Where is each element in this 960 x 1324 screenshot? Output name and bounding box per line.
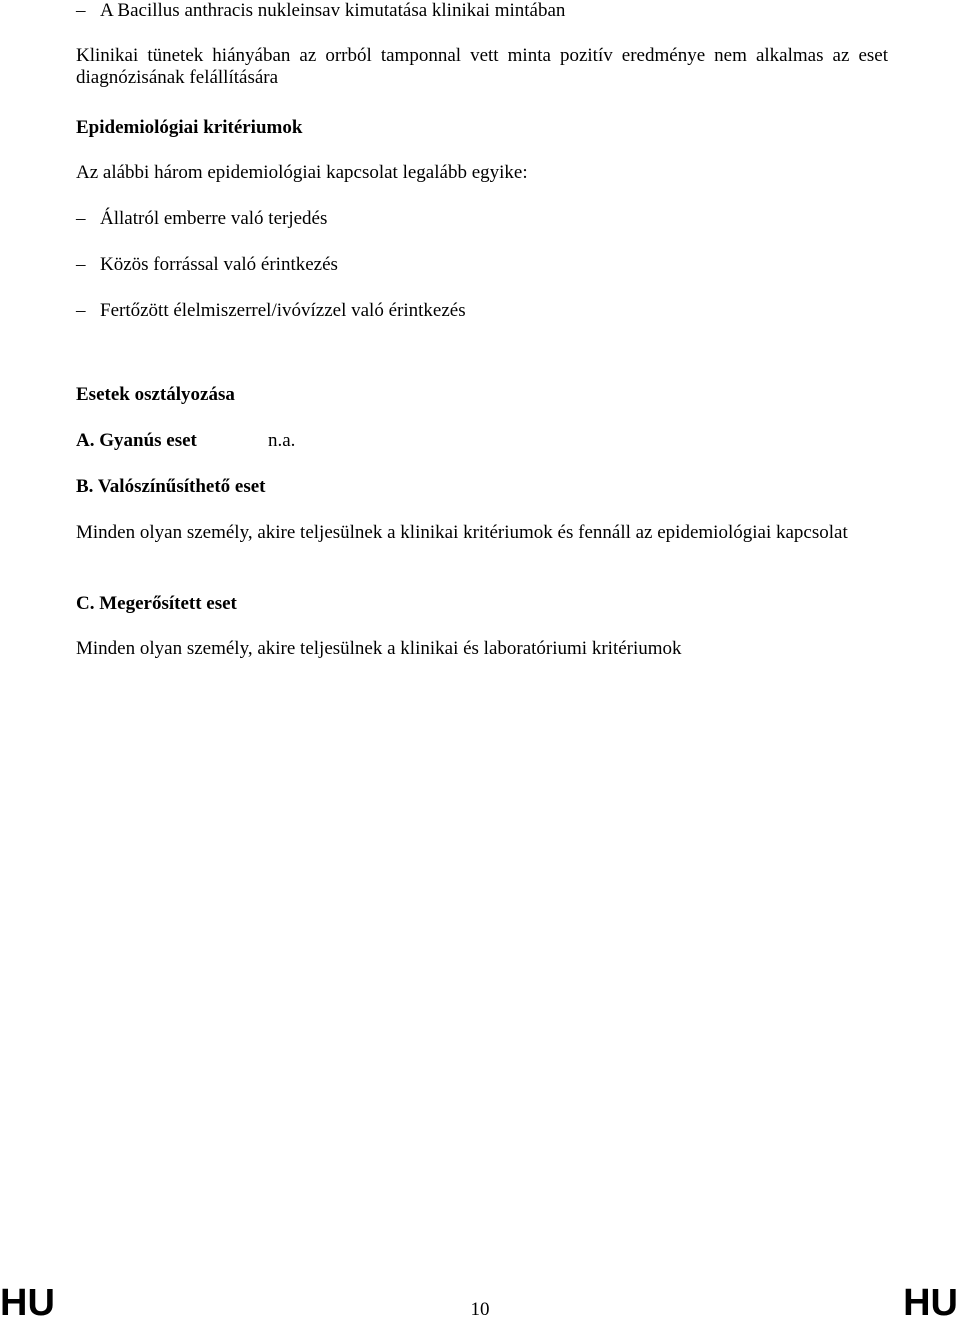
epidemiological-item-text: Közös forrással való érintkezés [100, 254, 338, 275]
dash-bullet: – [76, 208, 86, 229]
dash-bullet: – [76, 300, 86, 321]
note-paragraph: Klinikai tünetek hiányában az orrból tamponnal vett minta pozitív eredménye nem alkalmas az eset diagnózisának felállítására [76, 45, 888, 88]
probable-case-label: B. Valószínűsíthető eset [76, 476, 266, 497]
possible-case-label: A. Gyanús eset [76, 430, 197, 451]
possible-case-row [76, 430, 295, 452]
epidemiological-item [76, 254, 338, 276]
epidemiological-item-text: Állatról emberre való terjedés [100, 208, 328, 229]
epidemiological-intro: Az alábbi három epidemiológiai kapcsolat legalább egyike: [76, 162, 528, 183]
confirmed-case-label: C. Megerősített eset [76, 593, 237, 614]
top-list-item-text: A Bacillus anthracis nukleinsav kimutatása klinikai mintában [100, 0, 566, 21]
classification-heading: Esetek osztályozása [76, 384, 235, 405]
epidemiological-item [76, 208, 327, 230]
epidemiological-heading: Epidemiológiai kritériumok [76, 117, 303, 138]
confirmed-case-text: Minden olyan személy, akire teljesülnek a klinikai és laboratóriumi kritériumok [76, 638, 682, 659]
dash-bullet: – [76, 254, 86, 275]
footer-country-code-right: HU [903, 1282, 958, 1324]
footer-country-code-left: HU [0, 1282, 55, 1324]
epidemiological-item [76, 300, 466, 322]
probable-case-text: Minden olyan személy, akire teljesülnek a klinikai kritériumok és fennáll az epidemiológiai kapcsolat [76, 522, 848, 543]
possible-case-value: n.a. [268, 430, 296, 451]
epidemiological-item-text: Fertőzött élelmiszerrel/ivóvízzel való érintkezés [100, 300, 466, 321]
top-list-item [76, 0, 565, 22]
dash-bullet: – [76, 0, 86, 21]
page-number: 10 [470, 1299, 490, 1320]
